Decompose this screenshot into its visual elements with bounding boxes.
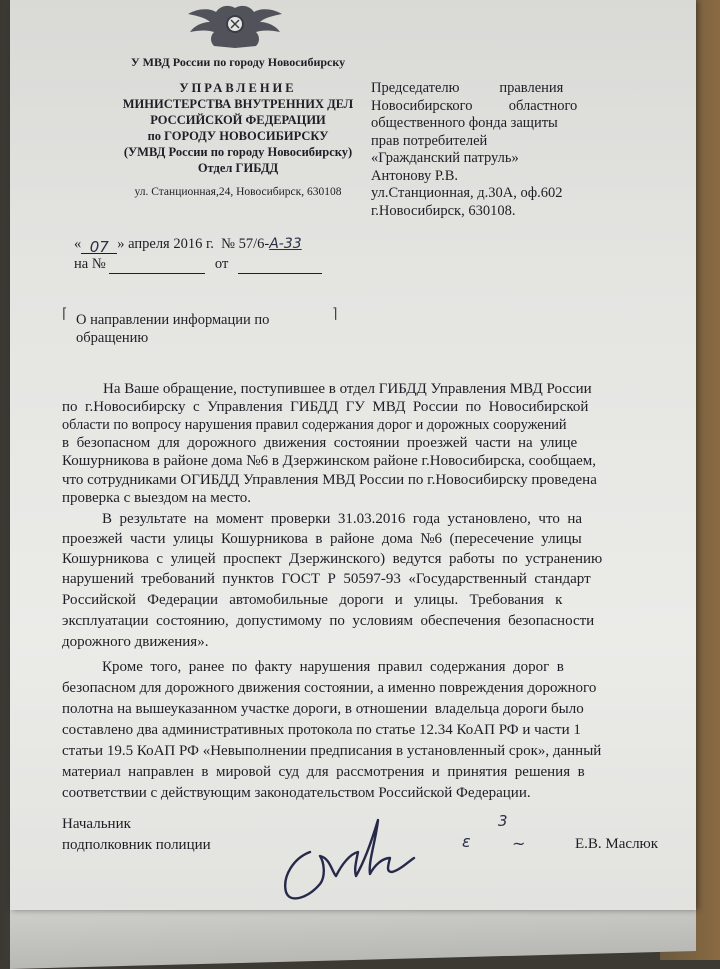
org-line-6: Отдел ГИБДД <box>197 161 279 175</box>
org-line-5: (УМВД России по городу Новосибирску) <box>123 145 353 159</box>
p2-line-1: В результате на момент проверки 31.03.2016 года установлено, что на <box>102 511 582 527</box>
p1-line-2: по г.Новосибирску с Управления ГИБДД ГУ МВД России по Новосибирской <box>62 399 589 415</box>
p3-line-7: соответствии с действующим законодательством Российской Федерации. <box>62 785 531 801</box>
date-rest: » апреля 2016 г. № 57/6- <box>117 236 270 252</box>
recipient-line-6: Антонову Р.В. <box>371 167 459 184</box>
p3-line-6: материал направлен в мировой суд для рассмотрения и принятия решения в <box>62 764 585 780</box>
p2-line-7: дорожного движения». <box>62 634 209 650</box>
reference-line <box>74 256 322 274</box>
p2-line-5: Российской Федерации автомобильные дороги и улицы. Требования к <box>62 592 563 608</box>
ref-prefix: на № <box>74 256 106 272</box>
reg-number-hand: А-33 <box>269 236 302 252</box>
ref-date-blank <box>238 259 322 274</box>
p1-line-6: что сотрудниками ОГИБДД Управления МВД России по г.Новосибирску проведена <box>62 472 597 488</box>
date-open-quote: « <box>74 236 82 252</box>
recipient-line-2: Новосибирского областного <box>371 97 578 114</box>
date-day: 07 <box>81 239 117 254</box>
handwritten-signature-icon <box>272 800 452 910</box>
emblem-icon <box>180 2 290 50</box>
p3-line-4: составлено два административных протокола по статье 12.34 КоАП РФ и части 1 <box>62 722 581 738</box>
recipient-line-1: Председателю правления <box>371 80 564 96</box>
p3-line-1: Кроме того, ранее по факту нарушения правил содержания дорог в <box>102 659 564 675</box>
org-line-2: МИНИСТЕРСТВА ВНУТРЕННИХ ДЕЛ <box>122 97 354 111</box>
subject-line-1: О направлении информации по <box>76 312 270 328</box>
hand-mark-1: ε <box>462 832 471 851</box>
header-address: ул. Станционная,24, Новосибирск, 630108 <box>134 186 342 198</box>
p1-line-4: в безопасном для дорожного движения состоянии проезжей части на улице <box>62 435 578 451</box>
p2-line-3: Кошурникова с улицей проспект Дзержинского) ведутся работы по устранению <box>62 551 603 567</box>
p3-line-2: безопасном для дорожного движения состоянии, а именно повреждения дорожного <box>62 680 597 696</box>
hand-mark-2: 3 <box>498 812 508 830</box>
signer-name: Е.В. Маслюк <box>575 836 659 852</box>
letter-page <box>10 0 696 910</box>
p1-line-5: Кошурникова в районе дома №6 в Дзержинском районе г.Новосибирска, сообщаем, <box>62 453 597 469</box>
p2-line-6: эксплуатации состоянию, допустимому по условиям обеспечения безопасности <box>62 613 595 629</box>
hand-mark-3: ~ <box>512 834 526 853</box>
p1-line-7: проверка с выездом на место. <box>62 490 252 506</box>
p1-line-3: области по вопросу нарушения правил содержания дорог и дорожных сооружений <box>62 417 567 433</box>
p2-line-4: нарушений требований пунктов ГОСТ Р 50597-93 «Государственный стандарт <box>62 571 591 587</box>
recipient-block <box>371 80 577 220</box>
org-line-3: РОССИЙСКОЙ ФЕДЕРАЦИИ <box>150 113 326 127</box>
recipient-line-5: «Гражданский патруль» <box>371 150 519 166</box>
signer-title-line-2: подполковник полиции <box>62 837 211 853</box>
subject-bracket-right: ⌉ <box>332 307 338 322</box>
org-line-1: УПРАВЛЕНИЕ <box>179 81 297 95</box>
signer-title <box>62 814 211 856</box>
recipient-line-4: прав потребителей <box>371 132 488 149</box>
subject-line-2: обращению <box>76 330 149 346</box>
ref-from: от <box>214 256 229 272</box>
subject-bracket-left: ⌈ <box>62 307 68 322</box>
p3-line-5: статьи 19.5 КоАП РФ «Невыполнении предписания в установленный срок», данный <box>62 743 602 759</box>
signer-title-line-1: Начальник <box>62 816 131 832</box>
p3-line-3: полотна на вышеуказанном участке дороги, в отношении владельца дороги было <box>62 701 584 717</box>
org-line-4: по ГОРОДУ НОВОСИБИРСКУ <box>147 129 329 143</box>
p1-line-1: На Ваше обращение, поступившее в отдел ГИБДД Управления МВД России <box>103 381 592 397</box>
recipient-line-7: ул.Станционная, д.30А, оф.602 <box>371 185 563 201</box>
ref-number-blank <box>109 259 205 274</box>
p2-line-2: проезжей части улицы Кошурникова в районе дома №6 (пересечение улицы <box>62 531 582 547</box>
subject-block <box>76 311 269 347</box>
recipient-line-3: общественного фонда защиты <box>371 115 558 131</box>
date-line <box>74 236 302 254</box>
recipient-line-8: г.Новосибирск, 630108. <box>371 202 516 219</box>
header-top-line: У МВД России по городу Новосибирску <box>130 55 346 69</box>
